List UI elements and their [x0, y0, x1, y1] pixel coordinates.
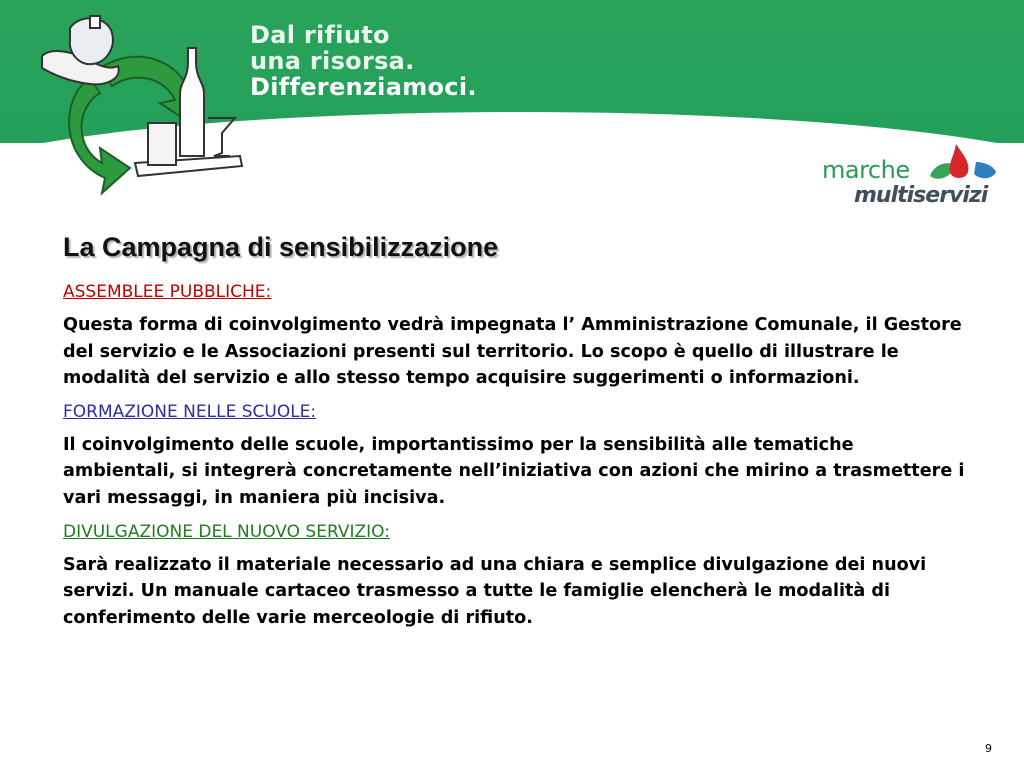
logo-text-marche: marche [822, 156, 910, 184]
slogan-line-3: Differenziamoci. [250, 73, 477, 101]
slogan-line-1: Dal rifiuto [250, 21, 390, 49]
section-text-formazione: Il coinvolgimento delle scuole, importantissimo per la sensibilità alle tematiche ambientali, si integrerà concretamente nell’iniziativa con azioni che mirino a trasmettere i vari messaggi, in maniera più incisiva. [63, 434, 965, 508]
slide-content [63, 232, 968, 640]
slogan-line-2: una risorsa. [250, 47, 415, 75]
section-text-divulgazione: Sarà realizzato il materiale necessario ad una chiara e semplice divulgazione dei nuovi servizi. Un manuale cartaceo trasmesso a tutte le famiglie elencherà le modalità di conferimento delle varie merceologie di rifiuto. [63, 554, 927, 628]
company-logo [822, 138, 1002, 213]
section-heading-assemblee: ASSEMBLEE PUBBLICHE: [63, 282, 272, 302]
slogan [250, 22, 477, 100]
logo-text-multiservizi: multiservizi [854, 183, 988, 208]
recycling-hand-bottles-icon [30, 8, 245, 203]
slide-title: La Campagna di sensibilizzazione [63, 232, 499, 262]
section-heading-divulgazione: DIVULGAZIONE DEL NUOVO SERVIZIO: [63, 521, 390, 542]
section-heading-formazione: FORMAZIONE NELLE SCUOLE: [63, 401, 317, 422]
page-number: 9 [985, 742, 992, 755]
section-text-assemblee: Questa forma di coinvolgimento vedrà impegnata l’ Amministrazione Comunale, il Gestore del servizio e le Associazioni presenti sul territorio. Lo scopo è quello di illustrare le modalità del servizio e allo stesso tempo acquisire suggerimenti o informazioni. [63, 315, 962, 389]
